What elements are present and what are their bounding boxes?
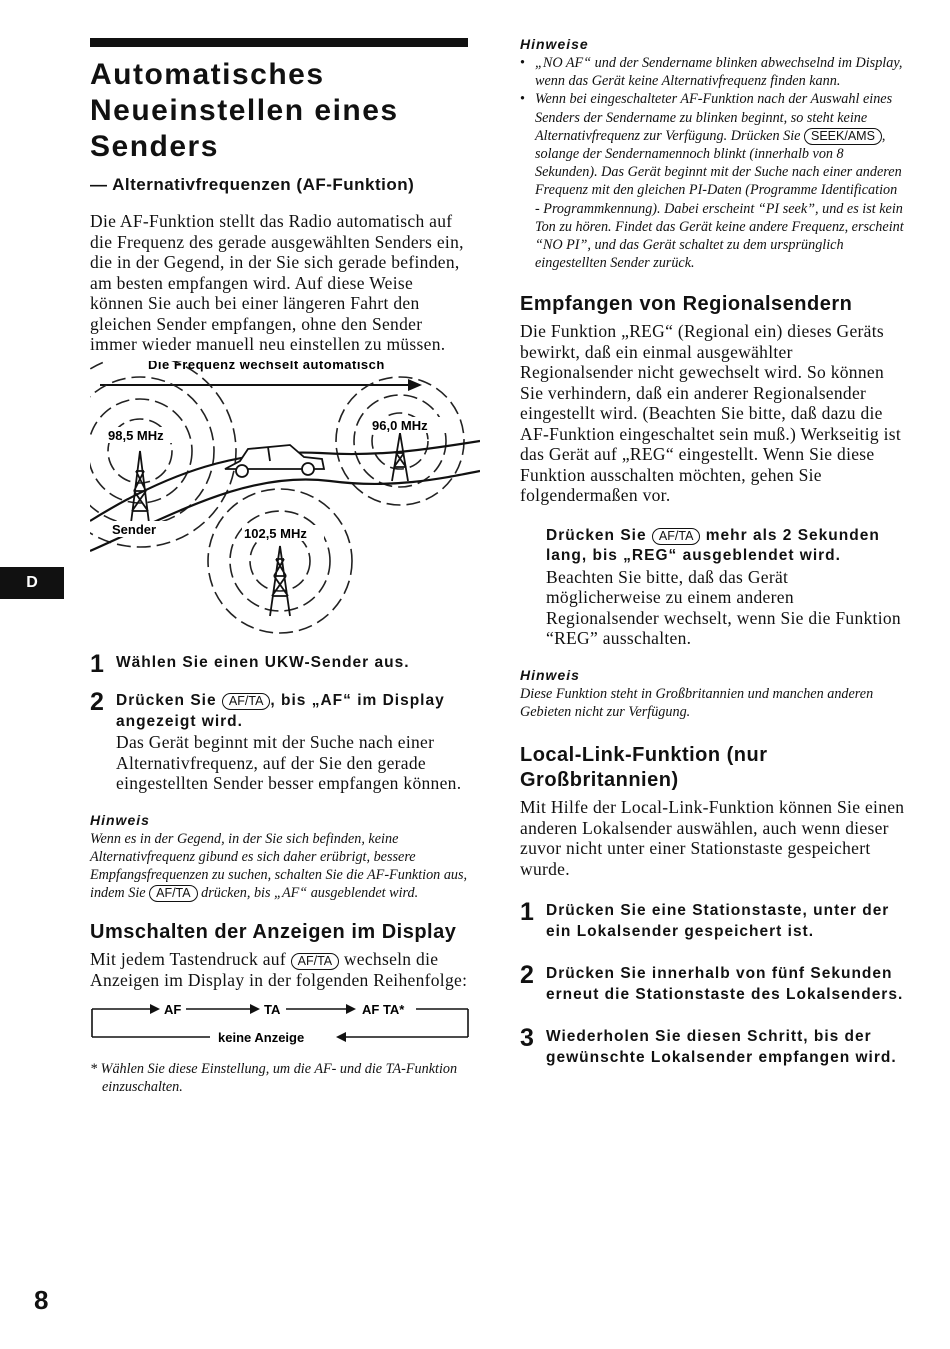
- af-diagram: [90, 361, 480, 641]
- regional-paragraph: Die Funktion „REG“ (Regional ein) dieses Geräts bewirkt, daß ein einmal ausgewählter Regionalsender nicht gewechselt wird. So können Sie verhindern, daß ein anderer Regionalsender eingestellt wird. (Beachten Sie bitte, daß dazu die AF-Funktion eingeschaltet sein muß.) Werkseitig ist das Gerät auf „REG“ eingestellt. Wenn Sie diese Funktion ausschalten möchten, gehen Sie folgendermaßen vor.: [520, 321, 902, 506]
- note-text: Diese Funktion steht in Großbritannien und manchen anderen Gebieten nicht zur Verfügung.: [520, 685, 874, 721]
- step-number: 1: [90, 649, 104, 678]
- footnote: * Wählen Sie diese Einstellung, um die AF- und die TA-Funktion einzuschalten.: [90, 1060, 458, 1096]
- af-ta-button: AF/TA: [291, 953, 340, 970]
- instruction-pre: Drücken Sie: [546, 526, 647, 544]
- step-text: Drücken Sie innerhalb von fünf Sekunden erneut die Stationstaste des Lokalsenders.: [546, 965, 904, 1003]
- note-text-post: drücken, bis „AF“ ausgeblendet wird.: [201, 885, 419, 902]
- step-2: [90, 688, 470, 794]
- note-text-post: , solange der Sendernamennoch blinkt (innerhalb von 8 Sekunden). Das Gerät beginnt mit der Suche nach einer anderen Frequenz mit den gleichen PI-Daten (Programme Identification - Programmkennung). Dabei erscheint “PI seek”, und es ist kein Ton zu hören. Findet das Gerät keine andere Frequenz, erscheint “NO PI”, und das Gerät schaltet zu dem ursprünglich eingestellten Sender zurück.: [535, 127, 904, 272]
- af-ta-button: AF/TA: [652, 528, 701, 545]
- instruction-post: mehr als 2 Sekunden lang, bis „REG“ ausgeblendet wird.: [546, 526, 880, 565]
- step-number: 1: [520, 898, 534, 927]
- section-display: [90, 920, 470, 1096]
- step-text: Wiederholen Sie diesen Schritt, bis der gewünschte Lokalsender empfangen wird.: [546, 1028, 897, 1066]
- language-tab: D: [0, 567, 64, 599]
- regional-note: [520, 667, 905, 721]
- step-number: 2: [520, 961, 534, 990]
- car-icon: [225, 445, 324, 477]
- display-cycle-diagram: [90, 997, 470, 1047]
- note-text-pre: Wenn es in der Gegend, in der Sie sich befinden, keine Alternativfrequenz gibund es sich daher erübrigt, bessere Empfangsfrequenzen zu suchen, schalten Sie die AF-Funktion aus, indem Sie: [90, 830, 468, 902]
- step-text-post: , bis „AF“ im Display angezeigt wird.: [116, 692, 445, 730]
- cycle-item-ta: TA: [264, 1001, 281, 1017]
- page-title: Automatisches Neueinstellen eines Senders: [90, 58, 399, 163]
- section-text-pre: Mit jedem Tastendruck auf: [90, 949, 286, 970]
- left-column: [90, 38, 470, 1096]
- step-number: 3: [520, 1024, 534, 1053]
- step-text: Drücken Sie eine Stationstaste, unter der ein Lokalsender gespeichert ist.: [546, 902, 890, 940]
- step-body: Das Gerät beginnt mit der Suche nach einer Alternativfrequenz, auf der Sie den gerade eingestellten Sender besser empfangen können.: [116, 732, 462, 793]
- section-heading: Local-Link-Funktion (nur Großbritannien): [520, 744, 768, 792]
- freq-label-2: 96,0 MHz: [372, 417, 428, 433]
- notes-heading: Hinweise: [520, 36, 589, 52]
- page-subtitle: — Alternativfrequenzen (AF-Funktion): [90, 175, 415, 194]
- freq-label-1: 98,5 MHz: [108, 427, 164, 443]
- section-heading: Empfangen von Regionalsendern: [520, 293, 853, 316]
- note-text-pre: Wenn bei eingeschalteter AF-Funktion nach der Auswahl eines Senders der Sendername zu blinken beginnt, so steht keine Alternativfrequenz zur Verfügung. Drücken Sie: [535, 91, 893, 144]
- af-ta-button: AF/TA: [149, 885, 198, 902]
- local-step-1: [520, 898, 905, 942]
- regional-instruction: [520, 526, 905, 649]
- cycle-item-af: AF: [164, 1001, 182, 1017]
- cycle-item-afta: AF TA*: [362, 1001, 405, 1017]
- seek-ams-button: SEEK/AMS: [804, 128, 882, 145]
- note-item: [520, 90, 905, 272]
- station-label: Sender: [112, 521, 157, 537]
- section-text-post: wechseln die Anzeigen im Display in der folgenden Reihenfolge:: [90, 949, 468, 991]
- freq-label-3: 102,5 MHz: [244, 525, 307, 541]
- section-regional: [520, 292, 905, 721]
- note-item: • „NO AF“ und der Sendername blinken abwechselnd im Display, wenn das Gerät keine Alternativfrequenz finden kann.: [520, 54, 905, 90]
- af-diagram-illustration: [90, 361, 480, 641]
- step-number: 2: [90, 688, 104, 716]
- page-number: 8: [34, 1285, 49, 1315]
- instruction-body: Beachten Sie bitte, daß das Gerät möglicherweise zu einem anderen Regionalsender wechselt, wenn Sie die Funktion “REG” ausschalten.: [546, 566, 901, 649]
- section-local-link: [520, 743, 905, 1068]
- step-1: [90, 649, 470, 678]
- tower-icon: [392, 433, 408, 481]
- local-step-3: [520, 1024, 905, 1068]
- local-step-2: [520, 961, 905, 1005]
- step-text: Wählen Sie einen UKW-Sender aus.: [116, 653, 410, 671]
- right-column: [520, 36, 905, 1068]
- step-text-pre: Drücken Sie: [116, 692, 217, 709]
- title-rule: [90, 38, 468, 47]
- intro-paragraph: Die AF-Funktion stellt das Radio automatisch auf die Frequenz des gerade ausgewählten Senders ein, die in der Gegend, in der Sie sich gerade befinden, am besten empfangen wird. Auf diese Weise können Sie auch bei einer längeren Fahrt den gleichen Sender empfangen, ohne den Sender immer wieder manuell neu einstellen zu müssen.: [90, 211, 464, 354]
- af-ta-button: AF/TA: [222, 693, 271, 710]
- tower-icon: [270, 546, 290, 616]
- tower-icon: [130, 451, 150, 531]
- note-heading: Hinweis: [520, 666, 580, 683]
- section-heading: Umschalten der Anzeigen im Display: [90, 921, 457, 944]
- cycle-item-none: keine Anzeige: [218, 1029, 305, 1045]
- notes-list: [520, 54, 905, 272]
- note-af-off: [90, 812, 470, 903]
- note-heading: Hinweis: [90, 811, 150, 828]
- local-paragraph: Mit Hilfe der Local-Link-Funktion können Sie einen anderen Lokalsender auswählen, auch wenn dieser zuvor nicht unter einer Stationstaste gespeichert wurde.: [520, 797, 905, 879]
- diagram-arrow-label: Die Frequenz wechselt automatisch: [148, 360, 385, 372]
